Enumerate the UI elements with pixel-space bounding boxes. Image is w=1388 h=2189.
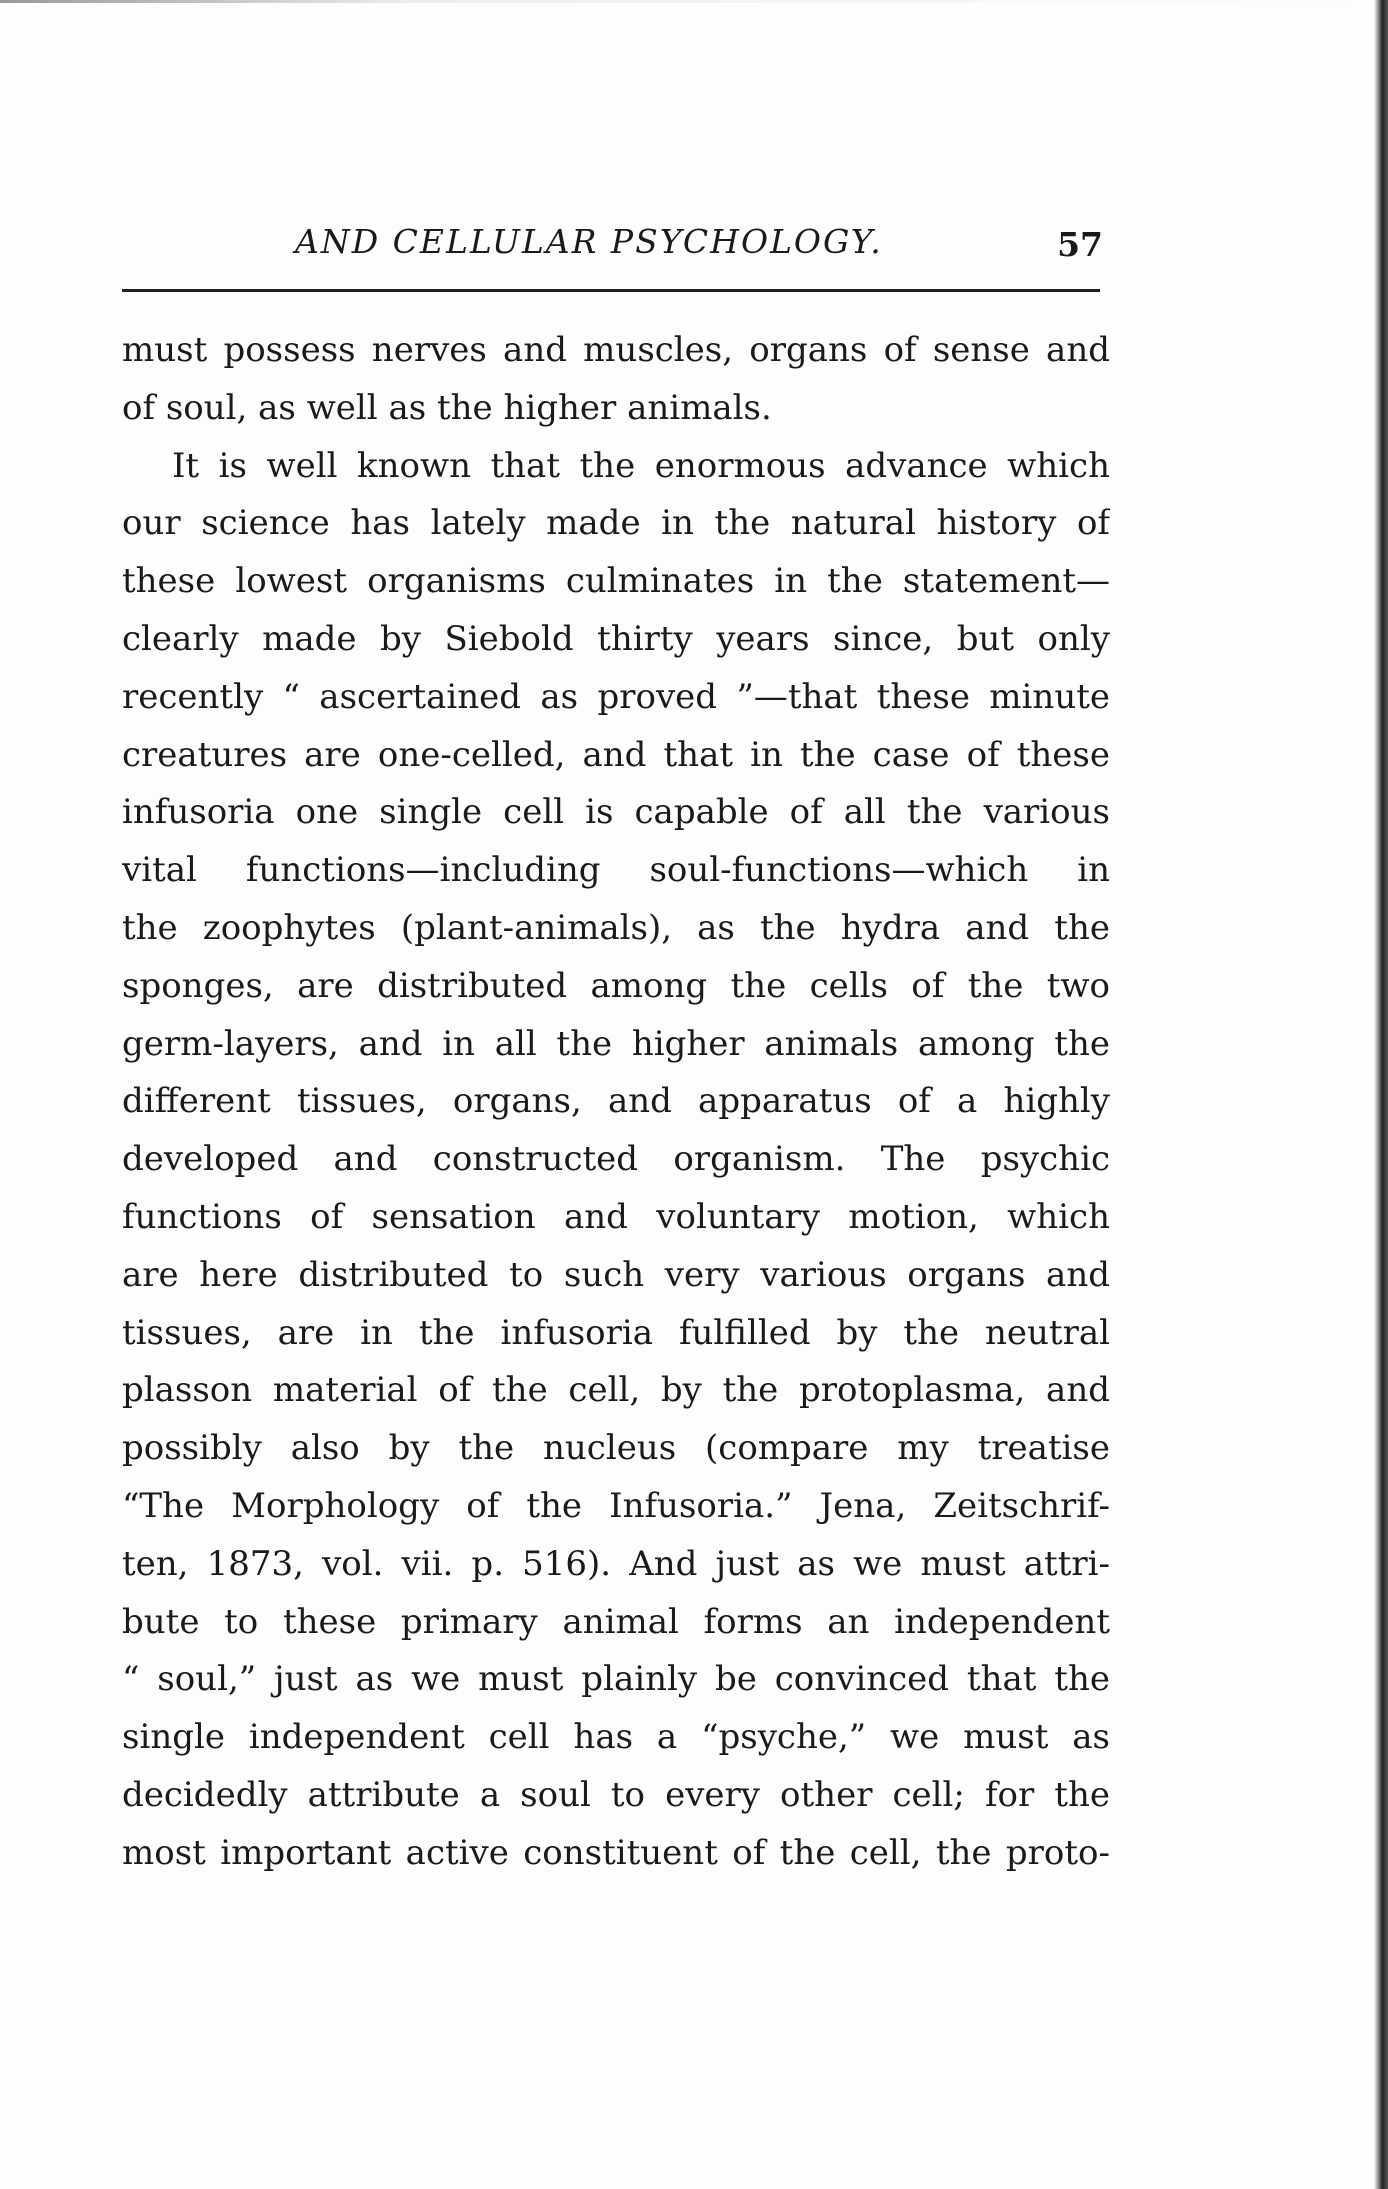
body-text	[122, 322, 1110, 1883]
text-line: of soul, as well as the higher animals.	[122, 387, 772, 428]
text-line: decidedly attribute a soul to every other cell; for the	[122, 1774, 1110, 1815]
text-line: single independent cell has a “psyche,” we must as	[122, 1717, 1110, 1758]
text-line: these lowest organisms culminates in the statement—	[122, 561, 1110, 602]
running-title: AND CELLULAR PSYCHOLOGY.	[295, 222, 883, 261]
text-line: different tissues, organs, and apparatus of a highly	[122, 1081, 1110, 1122]
text-line: most important active constituent of the cell, the proto-	[122, 1832, 1110, 1873]
text-line: the zoophytes (plant-animals), as the hydra and the	[122, 907, 1110, 948]
text-line: are here distributed to such very various organs and	[122, 1254, 1110, 1295]
text-line: “The Morphology of the Infusoria.” Jena, Zeitschrif-	[122, 1485, 1110, 1526]
text-line: plasson material of the cell, by the protoplasma, and	[122, 1370, 1110, 1411]
text-line: developed and constructed organism. The psychic	[122, 1139, 1110, 1180]
text-line: recently “ ascertained as proved ”—that these minute	[122, 676, 1110, 717]
text-line: ten, 1873, vol. vii. p. 516). And just as we must attri-	[122, 1543, 1110, 1584]
text-line: functions of sensation and voluntary motion, which	[122, 1196, 1110, 1237]
text-line: bute to these primary animal forms an independent	[122, 1601, 1110, 1642]
text-line: vital functions—including soul-functions—which in	[122, 850, 1110, 891]
page-number: 57	[1057, 225, 1103, 264]
text-line: “ soul,” just as we must plainly be convinced that the	[122, 1659, 1110, 1700]
text-line: creatures are one-celled, and that in the case of these	[122, 734, 1110, 775]
text-line: infusoria one single cell is capable of all the various	[122, 792, 1110, 833]
text-line: germ-layers, and in all the higher animals among the	[122, 1023, 1110, 1064]
scan-page-edge	[1374, 0, 1388, 2189]
text-line: clearly made by Siebold thirty years since, but only	[122, 618, 1110, 659]
text-line: must possess nerves and muscles, organs of sense and	[122, 330, 1110, 370]
text-line: our science has lately made in the natural history of	[122, 503, 1110, 544]
page-header	[120, 222, 1103, 270]
text-line: sponges, are distributed among the cells of the two	[122, 965, 1110, 1006]
header-rule	[122, 289, 1100, 292]
text-line: It is well known that the enormous advance which	[172, 445, 1110, 486]
text-line: tissues, are in the infusoria fulfilled by the neutral	[122, 1312, 1110, 1353]
text-line: possibly also by the nucleus (compare my treatise	[122, 1428, 1110, 1469]
scan-top-edge	[0, 0, 1388, 3]
